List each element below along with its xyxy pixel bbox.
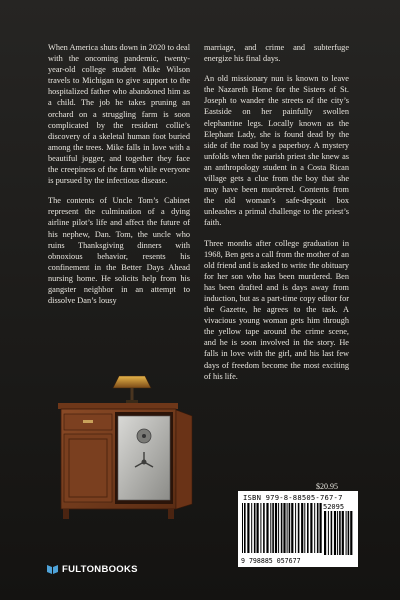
barcode-bar <box>251 503 252 553</box>
barcode-bar <box>257 503 259 553</box>
barcode-bar <box>295 503 296 553</box>
barcode-bars-addon <box>324 511 354 555</box>
blurb-left-column <box>48 42 190 315</box>
barcode-bar <box>283 503 285 553</box>
barcode-bar <box>242 503 243 553</box>
barcode-bar <box>301 503 303 553</box>
barcode-bar <box>260 503 261 553</box>
isbn-barcode <box>238 491 358 567</box>
barcode-bar <box>275 503 277 553</box>
barcode-bar <box>350 511 352 555</box>
barcode-bar <box>281 503 283 553</box>
barcode-bar <box>266 503 268 553</box>
barcode-bar <box>310 503 312 553</box>
blurb-paragraph: An old missionary nun is known to leave the Nazareth Home for the Sisters of St. Joseph to wander the streets of the city’s Eastside on her painfully swollen elephantine legs. Locally known as the Elephant Lady, she is found dead by the side of the road by a paperboy. A mystery unfolds when the parish priest she knew as an anthropology student in a Costa Rican village gets a clue from the boy that she may have been murdered. Contents from the old woman’s safe-deposit box unleashes a primal challenge to the priest’s faith. <box>204 74 349 228</box>
barcode-bar <box>272 503 274 553</box>
lamp-icon <box>113 376 151 403</box>
blurb-paragraph: The contents of Uncle Tom’s Cabinet represent the culmination of a dying airline pilot’s life and affect the future of his nephew, Dan. Tom, the uncle who ruins Thanksgiving dinners with obnoxious behavior, resents his confinement in the Better Days Ahead nursing home. He solicits help from his gangster neighbor in an attempt to dissolve Dan’s lousy <box>48 196 190 306</box>
publisher-logo <box>46 563 138 575</box>
barcode-bar <box>278 503 279 553</box>
barcode-digits: 9 798885 057677 <box>241 557 301 565</box>
barcode-bar <box>346 511 347 555</box>
publisher-name: FULTONBOOKS <box>62 563 138 575</box>
barcode-bar <box>244 503 246 553</box>
barcode-bar <box>304 503 305 553</box>
barcode-bar <box>263 503 265 553</box>
blurb-paragraph: Three months after college graduation in 1968, Ben gets a call from the mother of an old friend and is asked to write the obituary for her son who has been murdered. Ben has been drafted and is days away from induction, but as a part-time copy editor for the Gazette, he agrees to the task. A vivacious young woman gets him through the yellow tape around the crime scene, and he is soon involved in the story. He falls in love with the girl, and his last few days of freedom become the most exciting of his life. <box>204 238 349 381</box>
barcode-bar <box>320 503 322 553</box>
blurb-paragraph: When America shuts down in 2020 to deal with the oncoming pandemic, twenty-year-old college student Mike Wilson travels to Michigan to give support to the hospitalized father who abandoned him as a child. The job he takes pruning an orchard on a struggling farm is soon complicated by the resident collie’s discovery of a skeletal human foot buried among the trees. Mike falls in love with a beautiful jogger, and together they face the creepiness of the farm while everyone is pursued by the infectious disease. <box>48 43 190 186</box>
cabinet-with-safe-illustration <box>52 372 202 522</box>
isbn-number: ISBN 979-8-88505-767-7 <box>243 493 343 502</box>
barcode-bar <box>247 503 249 553</box>
barcode-bar <box>289 503 291 553</box>
barcode-bar <box>334 511 336 555</box>
book-icon <box>46 563 59 575</box>
barcode-bar <box>298 503 300 553</box>
barcode-bar <box>291 503 293 553</box>
barcode-bars-main <box>242 503 322 553</box>
barcode-bar <box>324 511 326 555</box>
barcode-bar <box>307 503 309 553</box>
barcode-bar <box>270 503 271 553</box>
barcode-bar <box>331 511 333 555</box>
blurb-right-column <box>204 42 349 391</box>
barcode-bar <box>314 503 315 553</box>
barcode-addon-number: 52095 <box>323 503 345 511</box>
barcode-bar <box>287 503 288 553</box>
blurb-paragraph: marriage, and crime and subterfuge energize his final days. <box>204 43 349 64</box>
barcode-bar <box>317 503 319 553</box>
barcode-bar <box>348 511 350 555</box>
barcode-bar <box>337 511 338 555</box>
barcode-bar <box>328 511 329 555</box>
barcode-bar <box>254 503 256 553</box>
barcode-bar <box>339 511 341 555</box>
price-label: $20.95 <box>316 482 338 491</box>
barcode-bar <box>342 511 344 555</box>
